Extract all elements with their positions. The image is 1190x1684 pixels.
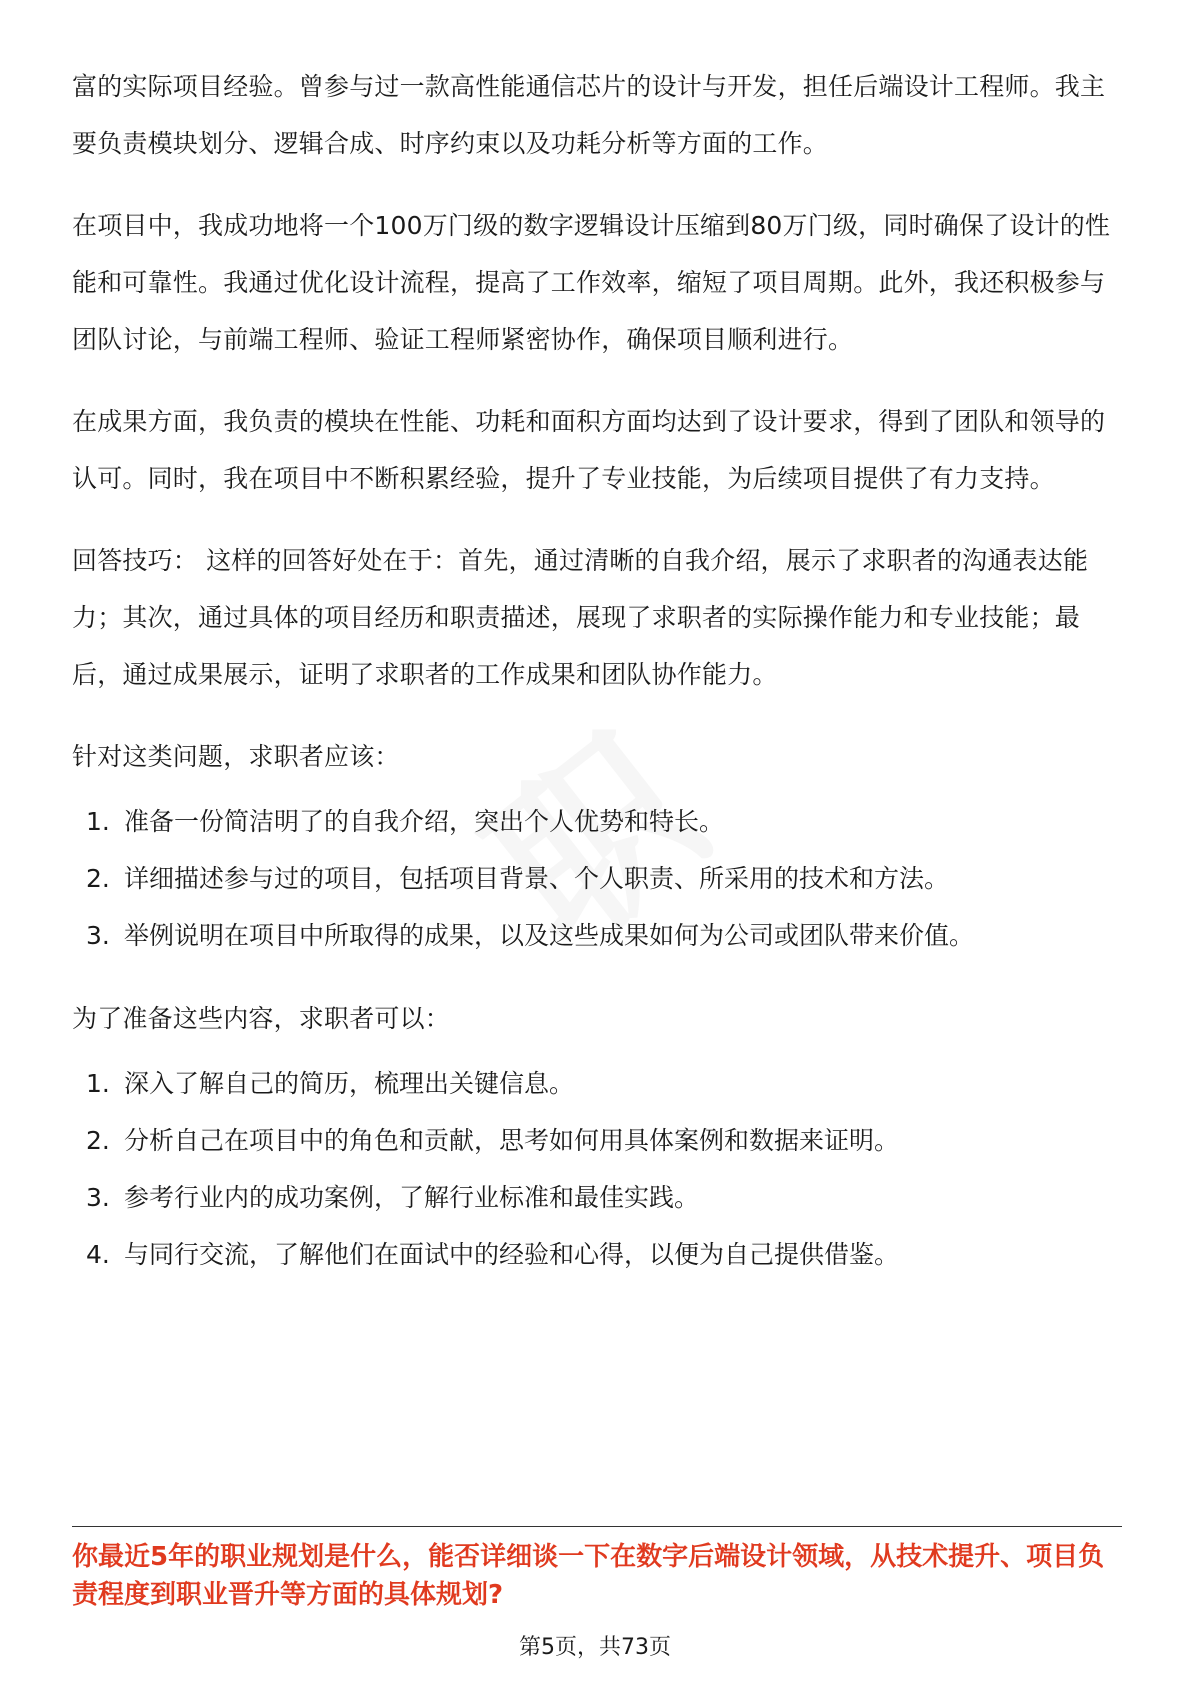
section-divider: [72, 1526, 1122, 1527]
list-item: 1. 准备一份简洁明了的自我介绍，突出个人优势和特长。: [86, 807, 725, 836]
list-item: 2. 分析自己在项目中的角色和贡献，思考如何用具体案例和数据来证明。: [86, 1126, 900, 1155]
list-item: 4. 与同行交流，了解他们在面试中的经验和心得，以便为自己提供借鉴。: [86, 1240, 900, 1269]
paragraph-experience: 富的实际项目经验。曾参与过一款高性能通信芯片的设计与开发，担任后端设计工程师。我主要负责模块划分、逻辑合成、时序约束以及功耗分析等方面的工作。: [72, 72, 1106, 158]
should-list: [72, 793, 1122, 964]
document-body: [72, 58, 1122, 1309]
paragraph-project: 在项目中，我成功地将一个100万门级的数字逻辑设计压缩到80万门级，同时确保了设计的性能和可靠性。我通过优化设计流程，提高了工作效率，缩短了项目周期。此外，我还积极参与团队讨论，与前端工程师、验证工程师紧密协作，确保项目顺利进行。: [72, 211, 1111, 354]
paragraph-results: 在成果方面，我负责的模块在性能、功耗和面积方面均达到了设计要求，得到了团队和领导的认可。同时，我在项目中不断积累经验，提升了专业技能，为后续项目提供了有力支持。: [72, 407, 1106, 493]
list-item: 1. 深入了解自己的简历，梳理出关键信息。: [86, 1069, 575, 1098]
list-item: 3. 参考行业内的成功案例，了解行业标准和最佳实践。: [86, 1183, 700, 1212]
list-item: 3. 举例说明在项目中所取得的成果，以及这些成果如何为公司或团队带来价值。: [86, 921, 975, 950]
paragraph-should: 针对这类问题，求职者应该：: [72, 742, 400, 771]
prepare-list: [72, 1055, 1122, 1283]
page-number: 第5页，共73页: [519, 1635, 671, 1660]
list-item: 2. 详细描述参与过的项目，包括项目背景、个人职责、所采用的技术和方法。: [86, 864, 950, 893]
paragraph-prepare: 为了准备这些内容，求职者可以：: [72, 1004, 451, 1033]
next-question: 你最近5年的职业规划是什么，能否详细谈一下在数字后端设计领域，从技术提升、项目负责程度到职业晋升等方面的具体规划?: [72, 1542, 1105, 1610]
paragraph-answer-tips: 回答技巧： 这样的回答好处在于：首先，通过清晰的自我介绍，展示了求职者的沟通表达能力；其次，通过具体的项目经历和职责描述，展现了求职者的实际操作能力和专业技能；最后，通过成果展示，证明了求职者的工作成果和团队协作能力。: [72, 546, 1089, 689]
